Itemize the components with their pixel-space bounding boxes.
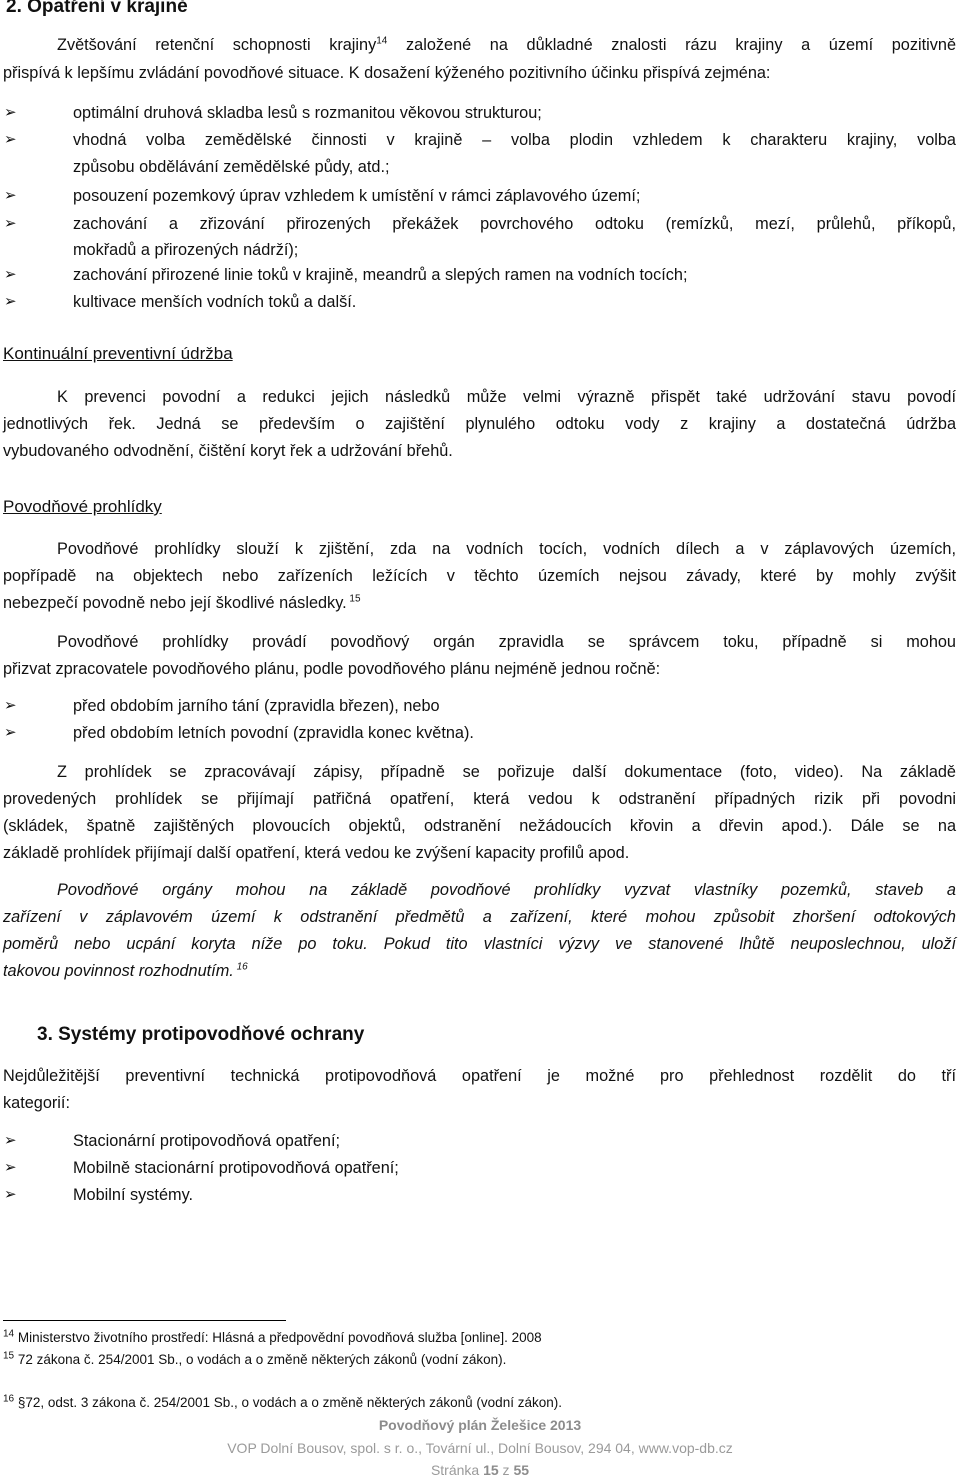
paragraph-line: zařízení v záplavovém území k odstranění předmětů a zařízení, které mohou způsobit zhoršení odtokových xyxy=(3,908,956,926)
list-item: před obdobím letních povodní (zpravidla konec května). xyxy=(73,724,474,742)
text-run: nebezpečí povodně nebo její škodlivé následky. xyxy=(3,594,347,612)
paragraph-line: základě prohlídek přijímají další opatření, která vedou ke zvýšení kapacity profilů apod. xyxy=(3,844,630,862)
footnote xyxy=(3,1330,542,1345)
list-item: Mobilní systémy. xyxy=(73,1186,194,1204)
paragraph-line: poměrů nebo ucpání koryta níže po toku. Pokud tito vlastníci výzvy ve stanovené lhůtě neuposlechnou, uloží xyxy=(3,935,956,953)
footnote-text: §72, odst. 3 zákona č. 254/2001 Sb., o vodách a o změně některých zákonů (vodní zákon). xyxy=(14,1395,562,1410)
page-label: Stránka xyxy=(430,1462,484,1478)
footnote-divider xyxy=(3,1320,286,1321)
footnote-ref: 16 xyxy=(233,961,248,973)
footer-page-number xyxy=(0,1462,960,1478)
list-item: před obdobím jarního tání (zpravidla březen), nebo xyxy=(73,697,440,715)
text-run: založené na důkladné znalosti rázu krajiny a území pozitivně xyxy=(387,36,957,54)
text-run: takovou povinnost rozhodnutím. xyxy=(3,962,234,980)
list-item: Mobilně stacionární protipovodňová opatření; xyxy=(73,1159,399,1177)
footnote xyxy=(3,1352,506,1367)
paragraph-line: Povodňové prohlídky provádí povodňový orgán zpravidla se správcem toku, případně si mohou xyxy=(57,633,956,651)
footer-company: VOP Dolní Bousov, spol. s r. o., Tovární ul., Dolní Bousov, 294 04, www.vop-db.cz xyxy=(227,1440,733,1456)
list-item: optimální druhová skladba lesů s rozmanitou věkovou strukturou; xyxy=(73,104,542,122)
footnote-number: 15 xyxy=(3,1350,15,1362)
paragraph-line xyxy=(3,590,361,617)
arrow-bullet-icon: ➢ xyxy=(4,1186,17,1203)
page-total: 55 xyxy=(513,1462,530,1478)
footnote-number: 16 xyxy=(3,1393,15,1405)
arrow-bullet-icon: ➢ xyxy=(4,293,17,310)
list-item-continued: mokřadů a přirozených nádrží); xyxy=(73,241,299,259)
paragraph-line: (skládek, špatně zajištěných plovoucích objektů, odstranění nežádoucích křovin a dřevin apod.). Dále se na xyxy=(3,817,956,835)
paragraph-line xyxy=(3,958,248,985)
paragraph-line: kategorií: xyxy=(3,1094,70,1112)
paragraph-line xyxy=(57,32,956,59)
list-item: zachování přirozené linie toků v krajině, meandrů a slepých ramen na vodních tocích; xyxy=(73,266,688,284)
list-item: zachování a zřizování přirozených překážek povrchového odtoku (remízků, mezí, průlehů, příkopů, xyxy=(73,215,956,233)
list-item: Stacionární protipovodňová opatření; xyxy=(73,1132,341,1150)
arrow-bullet-icon: ➢ xyxy=(4,131,17,148)
arrow-bullet-icon: ➢ xyxy=(4,266,17,283)
paragraph-line: přizvat zpracovatele povodňového plánu, podle povodňového plánu nejméně jednou ročně: xyxy=(3,660,661,678)
list-item: kultivace menších vodních toků a další. xyxy=(73,293,357,311)
footer-plan-text: Povodňový plán Želešice 2013 xyxy=(378,1417,582,1433)
paragraph-line: Povodňové orgány mohou na základě povodňové prohlídky vyzvat vlastníky pozemků, staveb a xyxy=(57,881,956,899)
footnote-ref: 14 xyxy=(376,35,388,47)
text-run: Zvětšování retenční schopnosti krajiny xyxy=(57,36,377,54)
arrow-bullet-icon: ➢ xyxy=(4,187,17,204)
arrow-bullet-icon: ➢ xyxy=(4,215,17,232)
footnote-text: 72 zákona č. 254/2001 Sb., o vodách a o změně některých zákonů (vodní zákon). xyxy=(14,1352,507,1367)
footnote xyxy=(3,1395,562,1410)
list-item: posouzení pozemkový úprav vzhledem k umístění v rámci záplavového území; xyxy=(73,187,641,205)
paragraph-line: jednotlivých řek. Jedná se především o zajištění plynulého odtoku vody z krajiny a dostatečná údržba xyxy=(3,415,956,433)
footnote-ref: 15 xyxy=(346,593,361,605)
paragraph-line: vybudovaného odvodnění, čištění koryt řek a udržování břehů. xyxy=(3,442,453,460)
subsection-heading: Povodňové prohlídky xyxy=(3,497,162,516)
page-current: 15 xyxy=(483,1462,499,1478)
list-item: vhodná volba zemědělské činnosti v krajině – volba plodin vzhledem k charakteru krajiny, volba xyxy=(73,131,956,149)
paragraph-line: popřípadě na objektech nebo zařízeních ležících v těchto územích nejsou závady, které by mohly zvýšit xyxy=(3,567,956,585)
page-separator: z xyxy=(498,1462,514,1478)
arrow-bullet-icon: ➢ xyxy=(4,697,17,714)
section-3-title: 3. Systémy protipovodňové ochrany xyxy=(37,1024,365,1045)
paragraph-line: provedených prohlídek se přijímají patřičná opatření, která vedou k odstranění případných rizik při povodni xyxy=(3,790,956,808)
paragraph-line: Z prohlídek se zpracovávají zápisy, případně se pořizuje další dokumentace (foto, video). Na základě xyxy=(57,763,956,781)
paragraph-line: Povodňové prohlídky slouží k zjištění, zda na vodních tocích, vodních dílech a v záplavových územích, xyxy=(57,540,956,558)
section-2-title: 2. Opatření v krajině xyxy=(6,0,188,17)
list-item-continued: způsobu obdělávání zemědělské půdy, atd.; xyxy=(73,158,390,176)
arrow-bullet-icon: ➢ xyxy=(4,724,17,741)
paragraph-line: K prevenci povodní a redukci jejich následků může velmi výrazně přispět také udržování stavu povodí xyxy=(57,388,956,406)
footnote-number: 14 xyxy=(3,1328,15,1340)
footnote-text: Ministerstvo životního prostředí: Hlásná a předpovědní povodňová služba [online]. 2008 xyxy=(14,1330,542,1345)
subsection-heading: Kontinuální preventivní údržba xyxy=(3,344,233,363)
arrow-bullet-icon: ➢ xyxy=(4,1159,17,1176)
footer-plan-title xyxy=(0,1417,960,1433)
arrow-bullet-icon: ➢ xyxy=(4,104,17,121)
paragraph-line: Nejdůležitější preventivní technická protipovodňová opatření je možné pro přehlednost rozdělit do tří xyxy=(3,1067,956,1085)
paragraph-line: přispívá k lepšímu zvládání povodňové situace. K dosažení kýženého pozitivního účinku přispívá zejména: xyxy=(3,64,771,82)
arrow-bullet-icon: ➢ xyxy=(4,1132,17,1149)
